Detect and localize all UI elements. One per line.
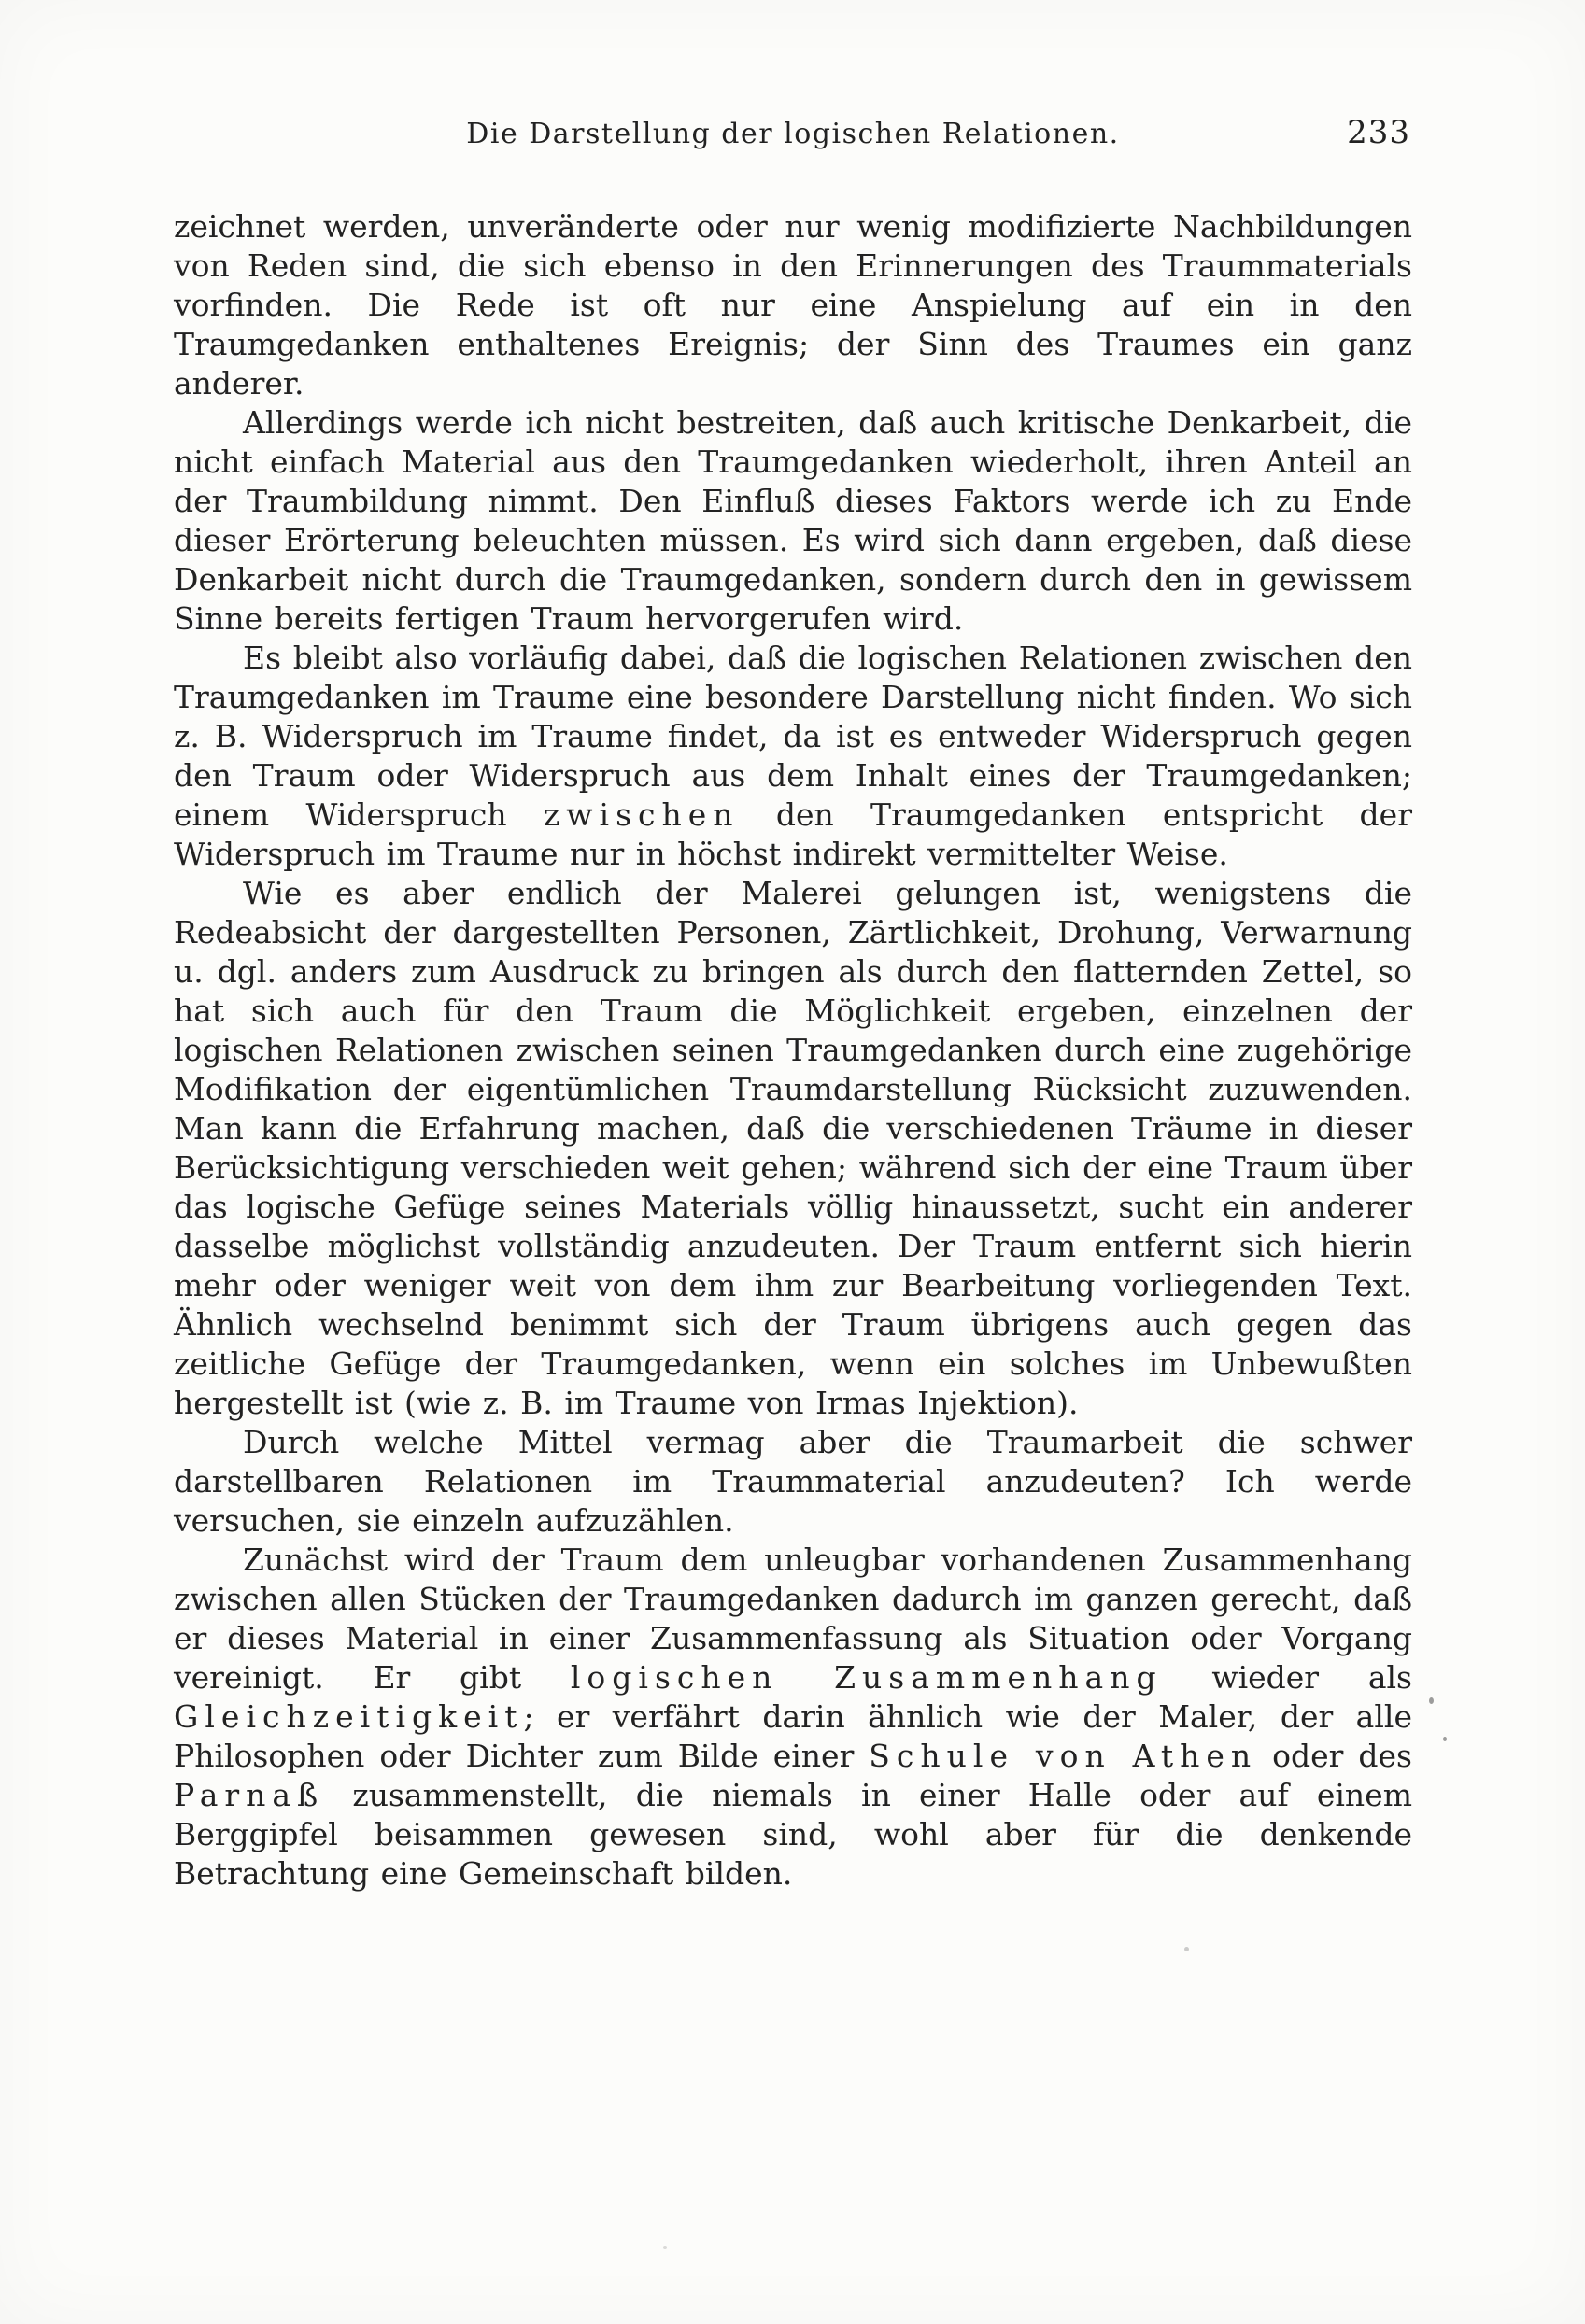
text-column <box>174 114 1412 1894</box>
text-segment: wieder als <box>1162 1659 1412 1696</box>
paragraph <box>174 207 1412 403</box>
paragraph <box>174 403 1412 639</box>
text-segment: Durch welche Mittel vermag aber die Traumarbeit die schwer darstellbaren Relationen im Traummaterial anzudeuten? Ich werde versuchen, sie einzeln aufzuzählen. <box>174 1424 1412 1539</box>
scan-speck <box>1443 1737 1447 1741</box>
text-segment: ; er verfährt darin ähnlich wie der Maler, der alle Philosophen oder Dichter zum Bilde einer <box>174 1698 1412 1774</box>
paragraph <box>174 874 1412 1423</box>
paragraph <box>174 639 1412 874</box>
emphasized-text-spaced: logischen Zusammenhang <box>570 1659 1163 1696</box>
emphasized-text-spaced: Schule von Athen <box>869 1738 1258 1774</box>
page-number: 233 <box>1347 114 1410 151</box>
scan-speck <box>1184 1947 1189 1951</box>
text-segment: Wie es aber endlich der Malerei gelungen ist, wenigstens die Redeabsicht der dargestellten Personen, Zärtlichkeit, Drohung, Verwarnung u. dgl. anders zum Ausdruck zu bringen als durch den flatternden Zettel, so hat sich auch für den Traum die Möglichkeit ergeben, einzelnen der logischen Relationen zwischen seinen Traumgedanken durch eine zugehörige Modifikation der eigentümlichen Traumdarstellung Rücksicht zuzuwenden. Man kann die Erfahrung machen, daß die verschiedenen Träume in dieser Berücksichtigung verschieden weit gehen; während sich der eine Traum über das logische Gefüge seines Materials völlig hinaussetzt, sucht ein anderer dasselbe möglichst vollständig anzudeuten. Der Traum entfernt sich hierin mehr oder weniger weit von dem ihm zur Bearbeitung vorliegenden Text. Ähnlich wechselnd benimmt sich der Traum übrigens auch gegen das zeitliche Gefüge der Traumgedanken, wenn ein solches im Unbewußten hergestellt ist (wie z. B. im Traume von Irmas Injektion). <box>174 875 1412 1421</box>
paragraph <box>174 1423 1412 1541</box>
scan-speck <box>1429 1697 1434 1704</box>
page-body <box>174 207 1412 1894</box>
emphasized-text-spaced: Parnaß <box>174 1777 325 1813</box>
running-header-title: Die Darstellung der logischen Relationen. <box>466 118 1120 150</box>
text-segment: Zunächst wird der Traum dem unleugbar vorhandenen Zusammenhang zwischen allen Stücken der Traumgedanken dadurch im ganzen gerecht, daß er dieses Material in einer Zusammenfassung als Situation oder Vorgang vereinigt. Er gibt <box>174 1542 1412 1696</box>
emphasized-text-spaced: Gleichzeitigkeit <box>174 1698 524 1735</box>
text-segment: Allerdings werde ich nicht bestreiten, daß auch kritische Denkarbeit, die nicht einfach Material aus den Traumgedanken wiederholt, ihren Anteil an der Traumbildung nimmt. Den Einfluß dieses Faktors werde ich zu Ende dieser Erörterung beleuchten müssen. Es wird sich dann ergeben, daß diese Denkarbeit nicht durch die Traumgedanken, sondern durch den in gewissem Sinne bereits fertigen Traum hervorgerufen wird. <box>174 404 1412 637</box>
scan-speck <box>663 2246 667 2249</box>
emphasized-text-spaced: zwischen <box>543 796 740 833</box>
text-segment: oder des <box>1257 1738 1412 1774</box>
paragraph <box>174 1541 1412 1894</box>
text-segment: zusammenstellt, die niemals in einer Halle oder auf einem Berggipfel beisammen gewesen sind, wohl aber für die denkende Betrachtung eine Gemeinschaft bilden. <box>174 1777 1412 1892</box>
text-segment: zeichnet werden, unveränderte oder nur wenig modifizierte Nachbildungen von Reden sind, die sich ebenso in den Erinnerungen des Traummaterials vorfinden. Die Rede ist oft nur eine Anspielung auf ein in den Traumgedanken enthaltenes Ereignis; der Sinn des Traumes ein ganz anderer. <box>174 208 1412 401</box>
text-segment: Es bleibt also vorläufig dabei, daß die logischen Relationen zwischen den Traumgedanken im Traume eine besondere Darstellung nicht finden. Wo sich z. B. Widerspruch im Traume findet, da ist es entweder Widerspruch gegen den Traum oder Widerspruch aus dem Inhalt eines der Traumgedanken; einem Widerspruch <box>174 640 1412 833</box>
page-header <box>174 114 1412 161</box>
text-segment: den Traumgedanken entspricht der Widerspruch im Traume nur in höchst indirekt vermittelter Weise. <box>174 796 1412 872</box>
